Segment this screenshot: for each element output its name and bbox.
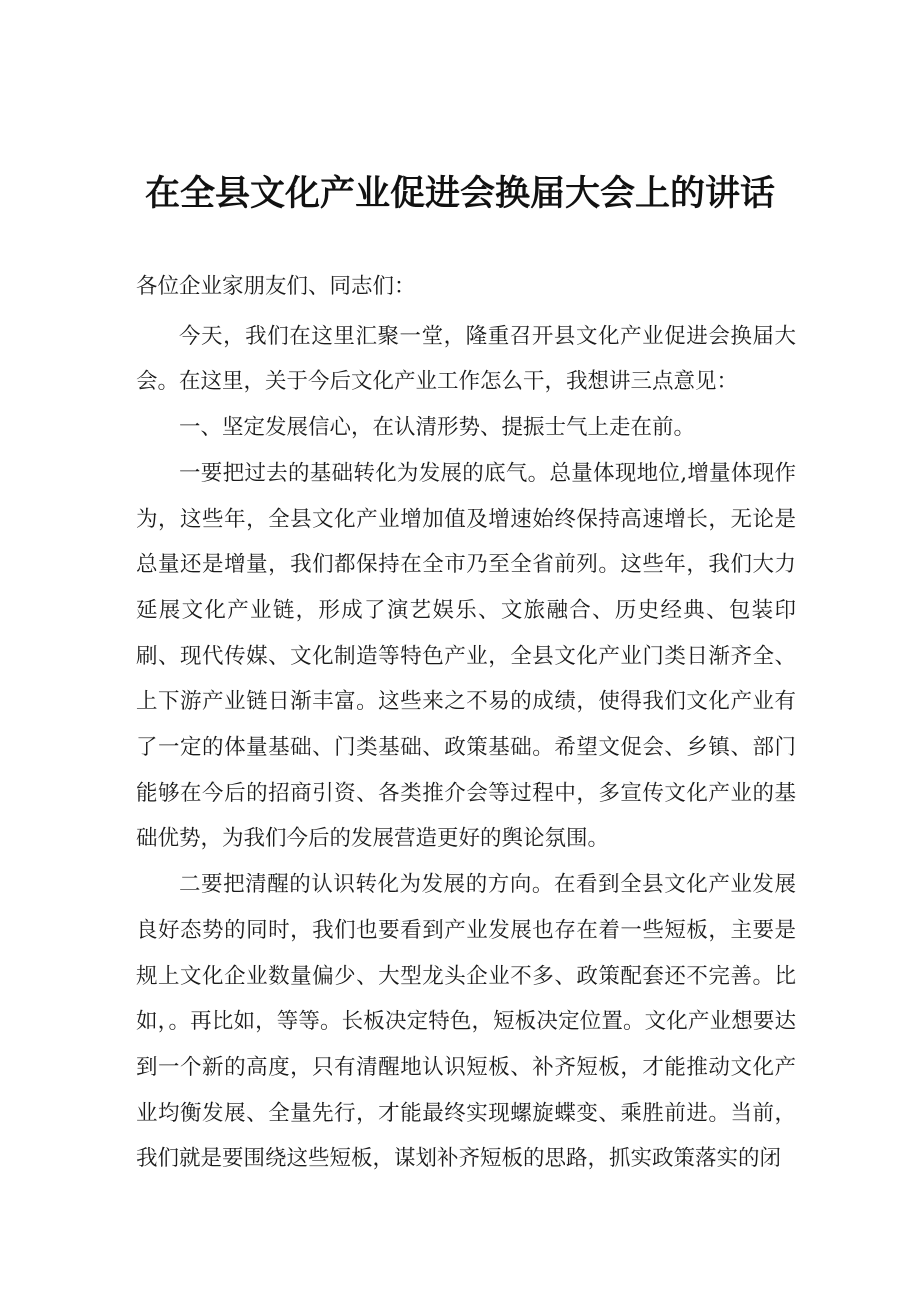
paragraph-point-2: 二要把清醒的认识转化为发展的方向。在看到全县文化产业发展良好态势的同时，我们也要看到产业发展也存在着一些短板，主要是规上文化企业数量偏少、大型龙头企业不多、政策配套还不完善。比如，。再比如，等等。长板决定特色，短板决定位置。文化产业想要达到一个新的高度，只有清醒地认识短板、补齐短板，才能推动文化产业均衡发展、全量先行，才能最终实现螺旋蝶变、乘胜前进。当前，我们就是要围绕这些短板，谋划补齐短板的思路，抓实政策落实的闭 xyxy=(136,872,796,1172)
document-title: 在全县文化产业促进会换届大会上的讲话 xyxy=(144,174,775,214)
document-body xyxy=(136,264,796,1182)
section-heading-1: 一、坚定发展信心，在认清形势、提振士气上走在前。 xyxy=(179,415,696,441)
salutation: 各位企业家朋友们、同志们： xyxy=(136,274,416,299)
paragraph-intro: 今天，我们在这里汇聚一堂，隆重召开县文化产业促进会换届大会。在这里，关于今后文化产业工作怎么干，我想讲三点意见： xyxy=(136,323,796,395)
paragraph-point-1: 一要把过去的基础转化为发展的底气。总量体现地位,增量体现作为，这些年，全县文化产业增加值及增速始终保持高速增长，无论是总量还是增量，我们都保持在全市乃至全省前列。这些年，我们大力延展文化产业链，形成了演艺娱乐、文旅融合、历史经典、包装印刷、现代传媒、文化制造等特色产业，全县文化产业门类日渐齐全、上下游产业链日渐丰富。这些来之不易的成绩，使得我们文化产业有了一定的体量基础、门类基础、政策基础。希望文促会、乡镇、部门能够在今后的招商引资、各类推介会等过程中，多宣传文化产业的基础优势，为我们今后的发展营造更好的舆论氛围。 xyxy=(136,460,796,852)
